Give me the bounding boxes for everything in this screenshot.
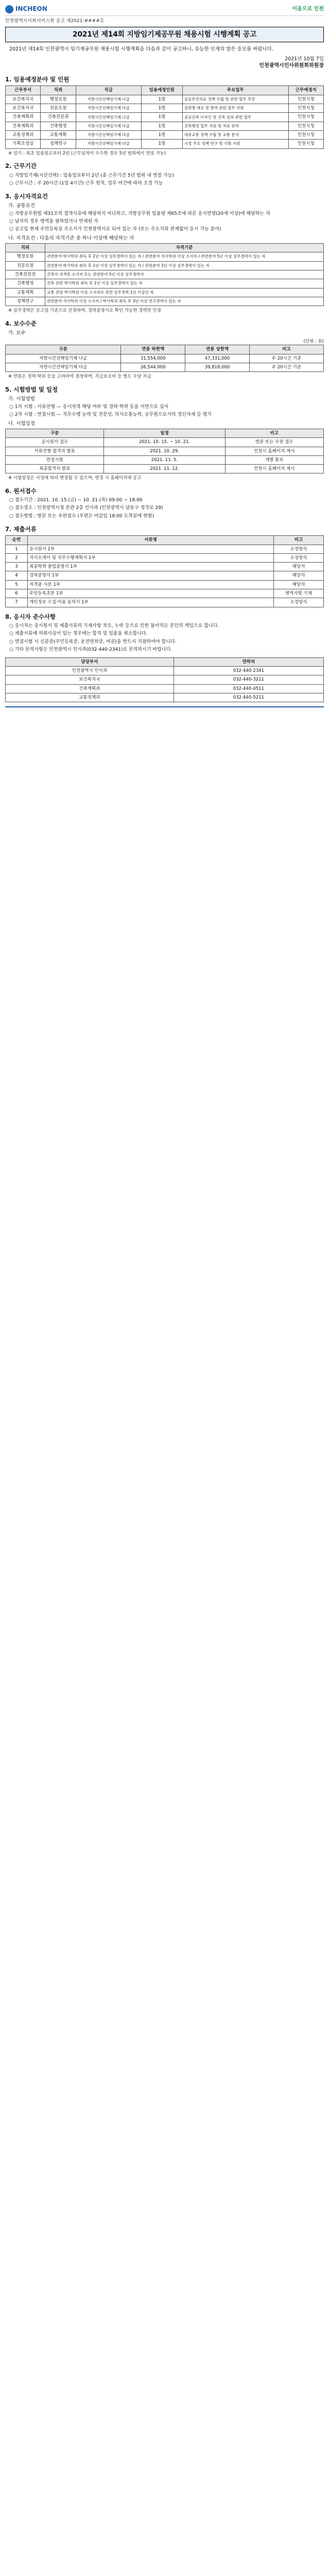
cell: 2021. 11. 5. (104, 455, 225, 464)
cell: 소정양식 (274, 545, 324, 553)
logo-mark-icon (5, 5, 13, 13)
cell: 1 (6, 545, 28, 553)
cell: 주민등록초본 1부 (28, 589, 274, 598)
cell: 지방시간선택임기제 다급 (76, 131, 141, 140)
section-1-title: 1. 임용예정분야 및 인원 (5, 75, 70, 83)
cell: 지방시간선택임기제 다급 (76, 104, 141, 113)
documents-table (5, 535, 324, 607)
cell: 지방시간선택임기제 나급 (6, 354, 121, 363)
cell: 응시원서 1부 (28, 545, 274, 553)
cell: 대중교통 정책 수립 및 교통 분석 (182, 131, 288, 140)
list-item: ○ 면접시험 시 신분증(주민등록증, 운전면허증, 여권)을 반드시 지참하여야 합니다. (9, 639, 177, 645)
cell: 건축행정 업무 지원 및 자료 관리 (182, 122, 288, 130)
cell: 교통정책과 (6, 693, 174, 702)
cell: 소정양식 (274, 553, 324, 562)
col-header: 서류명 (28, 536, 274, 545)
cell: 3 (6, 563, 28, 571)
cell: 교통계획 (6, 288, 45, 297)
section-5-note: ※ 시험일정은 사정에 따라 변경될 수 있으며, 변경 시 홈페이지에 공고 (8, 476, 142, 481)
brand-text: INCHEON (15, 5, 47, 13)
table-row (6, 104, 324, 113)
cell: 7 (6, 598, 28, 607)
announce-date: 2021년 10월 7일 (285, 56, 324, 62)
list-item: ○ 1차 시험 : 서류전형 — 응시자격 해당 여부 및 경력·학력 등을 서면으로 심사 (9, 404, 169, 410)
cell: 인천광역시 인사과 (6, 666, 174, 675)
list-item: ○ 기타 문의사항은 인천광역시 인사과(032-440-2341)로 문의하시기 바랍니다. (9, 647, 172, 652)
col-header: 임용예정인원 (141, 86, 182, 95)
cell: 감염병 대응 및 방역 관련 업무 지원 (182, 104, 288, 113)
cell: 건축행정 (41, 122, 76, 130)
cell: 지방시간선택임기제 다급 (6, 363, 121, 371)
table-row (6, 297, 324, 306)
cell: 공공보건의료 정책 수립 및 관련 업무 추진 (182, 95, 288, 104)
list-item: ○ 2차 시험 : 면접시험 — 직무수행 능력 및 전문성, 의사소통능력, 공무원으로서의 정신자세 등 평가 (9, 412, 212, 418)
cell: 1명 (141, 122, 182, 130)
cell: 주 20시간 기준 (249, 354, 323, 363)
section-5-title: 5. 시험방법 및 일정 (5, 385, 58, 393)
section-7-title: 7. 제출서류 (5, 525, 37, 533)
cell: 39,816,000 (185, 363, 250, 371)
table-row (6, 447, 324, 455)
cell: 1명 (141, 131, 182, 140)
col-header: 연봉 하한액 (121, 345, 185, 354)
cell: 행정요원 (6, 252, 45, 261)
section-1-note: ※ 임기 : 최초 임용일로부터 2년 (근무실적이 우수한 경우 5년 범위에서 연장 가능) (8, 150, 166, 156)
table-row (6, 279, 324, 288)
cell: 응시원서 접수 (6, 438, 104, 447)
cell: 인천시청 (288, 104, 323, 113)
cell: 해당자 (274, 580, 324, 589)
section-3-note: ※ 실무경력은 공고일 기준으로 산정하며, 경력증명서로 확인 가능한 경력만 인정 (8, 308, 161, 314)
table-row (6, 140, 324, 148)
cell: 서류전형 합격자 발표 (6, 447, 104, 455)
table-row (6, 363, 324, 371)
cell: 1명 (141, 113, 182, 122)
cell: 건축전문관 (6, 270, 45, 279)
cell: 주 20시간 기준 (249, 363, 323, 371)
qualification-table (5, 243, 324, 306)
cell: 보건복지국 (6, 675, 174, 684)
cell: 개별 통보 (225, 455, 323, 464)
table-row (6, 131, 324, 140)
cell: 개인정보 수집·이용 동의서 1부 (28, 598, 274, 607)
cell: 방문 또는 우편 접수 (225, 438, 323, 447)
table-row (6, 252, 324, 261)
list-item: ○ 공고일 현재 주민등록상 주소지가 인천광역시로 되어 있는 자 (또는 주소지와 관계없이 응시 가능 분야) (9, 227, 221, 232)
table-row (6, 589, 324, 598)
salary-table (5, 345, 324, 372)
cell: 인천시청 (288, 140, 323, 148)
cell: 인천시청 (288, 113, 323, 122)
cell: 건축행정 (6, 279, 45, 288)
col-header: 주요업무 (182, 86, 288, 95)
schedule-table (5, 429, 324, 474)
cell: 건축전문관 (41, 113, 76, 122)
document-title: 2021년 제14회 지방임기제공무원 채용시험 시행계획 공고 (5, 27, 324, 42)
cell: 병역사항 기재 (274, 589, 324, 598)
table-row (6, 465, 324, 473)
cell: 건축계획과 (6, 122, 41, 130)
table-row (6, 553, 324, 562)
cell: 소정양식 (274, 598, 324, 607)
table-row (6, 666, 324, 675)
subsection-title: 가. 공통요건 (8, 203, 35, 209)
cell: 보건복지국 (6, 104, 41, 113)
cell: 인천시 홈페이지 게시 (225, 465, 323, 473)
contact-table (5, 657, 324, 703)
cell: 자격증 사본 1부 (28, 580, 274, 589)
cell: 건축계획과 (6, 684, 174, 693)
section-8-title: 8. 응시자 준수사항 (5, 613, 56, 620)
cell: 2021. 10. 15. ~ 10. 21. (104, 438, 225, 447)
list-item: ○ 지방공무원법 제31조의 결격사유에 해당하지 아니하고, 지방공무원 임용령 제65조에 따른 응시연령(20세 이상)에 해당하는 자 (9, 211, 270, 217)
cell: 032-440-3211 (174, 675, 323, 684)
table-row (6, 580, 324, 589)
list-item: ○ 접수방법 : 방문 또는 우편접수 (우편은 마감일 18:00 도착분에 한함) (9, 513, 154, 519)
cell: 1명 (141, 104, 182, 113)
cell: 교통정책과 (6, 131, 41, 140)
col-header: 연락처 (174, 657, 323, 666)
col-header: 구분 (6, 345, 121, 354)
col-header: 일정 (104, 429, 225, 437)
table-row (6, 122, 324, 130)
cell: 시정 주요 정책 연구 및 기획 지원 (182, 140, 288, 148)
subsection-title: 나. 자격요건 : 다음의 자격기준 중 하나 이상에 해당하는 자 (8, 235, 134, 242)
col-header: 근무부서 (6, 86, 41, 95)
table-row (6, 684, 324, 693)
cell: 4 (6, 571, 28, 580)
table-row (6, 675, 324, 684)
cell: 경력증명서 1부 (28, 571, 274, 580)
announcement-number: 인천광역시사회서비스원 공고 제2021-####호 (5, 19, 105, 24)
cell: 교통계획 (41, 131, 76, 140)
list-item: ○ 근무시간 : 주 20시간 (1일 4시간) 근무 원칙, 업무 여건에 따라 조정 가능 (9, 180, 163, 186)
cell: 2021. 11. 12. (104, 465, 225, 473)
cell: 인천시청 (288, 131, 323, 140)
signer: 인천광역시인사위원회위원장 (259, 63, 324, 69)
col-header: 비고 (225, 429, 323, 437)
cell: 032-440-5211 (174, 693, 323, 702)
position-table (5, 86, 324, 148)
cell: 1명 (141, 140, 182, 148)
table-row (6, 113, 324, 122)
table-row (6, 693, 324, 702)
table-row (6, 571, 324, 580)
cell: 47,331,000 (185, 354, 250, 363)
col-header: 직위 (6, 244, 45, 252)
cell: 행정요원 (41, 95, 76, 104)
footer-divider (5, 706, 324, 707)
cell: 정책연구 (41, 140, 76, 148)
cell: 정책연구 (6, 297, 45, 306)
col-header: 비고 (249, 345, 323, 354)
cell: 31,554,000 (121, 354, 185, 363)
col-header: 자격기준 (45, 244, 324, 252)
col-header: 직급 (76, 86, 141, 95)
list-item: ○ 응시자는 응시원서 및 제출서류의 기재사항 착오, 누락 등으로 인한 불이익은 본인의 책임으로 합니다. (9, 623, 219, 629)
list-item: ○ 접수기간 : 2021. 10. 15.(금) ~ 10. 21.(목) 09:00 ~ 18:00 (9, 498, 143, 503)
table-row (6, 438, 324, 447)
cell: 최종합격자 발표 (6, 465, 104, 473)
table-row (6, 545, 324, 553)
table-row (6, 261, 324, 270)
cell: 지방시간선택임기제 다급 (76, 122, 141, 130)
cell: 032-440-2341 (174, 666, 323, 675)
list-item: ○ 접수장소 : 인천광역시청 본관 2층 인사과 (인천광역시 남동구 정각로 29) (9, 505, 163, 511)
cell: 건축계획과 (6, 113, 41, 122)
cell: 6 (6, 589, 28, 598)
cell: 건축 관련 학사학위 취득 후 1년 이상 실무경력이 있는 자 (45, 279, 324, 288)
col-header: 근무예정지 (288, 86, 323, 95)
slogan: 이음으로 인천 (292, 6, 324, 12)
table-row (6, 288, 324, 297)
cell: 032-440-4511 (174, 684, 323, 693)
cell: 지방시간선택임기제 다급 (76, 140, 141, 148)
section-3-title: 3. 응시자격요건 (5, 192, 48, 200)
cell: 인천시청 (288, 122, 323, 130)
table-row (6, 354, 324, 363)
cell: 보건복지국 (6, 95, 41, 104)
cell: 인천시 홈페이지 게시 (225, 447, 323, 455)
subsection-title: 가. 보수 (8, 330, 26, 336)
cell: 최종학력 졸업증명서 1부 (28, 563, 274, 571)
document-page (5, 0, 324, 707)
unit-label: (단위 : 원) (303, 339, 324, 345)
table-row (6, 270, 324, 279)
cell: 인천시청 (288, 95, 323, 104)
section-2-title: 2. 근무기간 (5, 162, 37, 170)
cell: 전문요원 (41, 104, 76, 113)
table-row (6, 95, 324, 104)
cell: 공공건축 디자인 및 건축 심의 관련 업무 (182, 113, 288, 122)
subsection-title: 가. 시험방법 (8, 396, 35, 402)
section-6-title: 6. 원서접수 (5, 487, 37, 495)
table-row (6, 563, 324, 571)
col-header: 담당부서 (6, 657, 174, 666)
cell: 2021. 10. 29. (104, 447, 225, 455)
top-bar (5, 3, 324, 16)
cell: 지방시간선택임기제 나급 (76, 113, 141, 122)
col-header: 구분 (6, 429, 104, 437)
cell: 2 (6, 553, 28, 562)
list-item: ○ 남자의 경우 병역을 필하였거나 면제된 자 (9, 219, 98, 225)
cell: 지방시간선택임기제 나급 (76, 95, 141, 104)
list-item: ○ 지방임기제(시간선택) : 임용일로부터 2년 (총 근무기간 5년 범위 내 연장 가능) (9, 173, 174, 178)
cell: 관련분야 학사학위 취득 후 2년 이상 실무경력이 있는 자 / 관련분야 석사학위 이상 소지자 / 관련분야 5년 이상 실무경력이 있는 자 (45, 252, 324, 261)
list-item: ○ 제출서류에 허위사실이 있는 경우에는 합격 및 임용을 취소합니다. (9, 631, 148, 637)
cell: 기획조정실 (6, 140, 41, 148)
col-header: 직위 (41, 86, 76, 95)
cell: 면접시험 (6, 455, 104, 464)
cell: 관련분야 학사학위 취득 후 1년 이상 실무경력이 있는 자 / 관련분야 3년 이상 실무경력이 있는 자 (45, 261, 324, 270)
col-header: 연봉 상한액 (185, 345, 250, 354)
cell: 전문요원 (6, 261, 45, 270)
cell: 5 (6, 580, 28, 589)
subsection-title: 나. 시험일정 (8, 421, 35, 427)
cell: 건축사 자격증 소지자 또는 관련분야 5년 이상 실무경력자 (45, 270, 324, 279)
brand-logo (5, 5, 47, 13)
section-4-title: 4. 보수수준 (5, 319, 37, 327)
col-header: 순번 (6, 536, 28, 545)
cell: 해당자 (274, 563, 324, 571)
table-row (6, 598, 324, 607)
cell: 1명 (141, 95, 182, 104)
cell: 자기소개서 및 직무수행계획서 1부 (28, 553, 274, 562)
intro-paragraph: 2021년 제14회 인천광역시 임기제공무원 채용시험 시행계획을 다음과 같이 공고하니, 유능한 인재의 많은 응모를 바랍니다. (9, 46, 273, 53)
cell: 교통 관련 학사학위 이상 소지자로 관련 실무경력 1년 이상인 자 (45, 288, 324, 297)
cell: 해당자 (274, 571, 324, 580)
section-4-note: ※ 연봉은 경력·학위 등을 고려하여 결정하며, 직급보조비 등 별도 수당 지급 (8, 374, 151, 380)
cell: 관련분야 석사학위 이상 소지자 / 학사학위 취득 후 3년 이상 연구경력이 있는 자 (45, 297, 324, 306)
table-row (6, 455, 324, 464)
col-header: 비고 (274, 536, 324, 545)
cell: 26,544,000 (121, 363, 185, 371)
